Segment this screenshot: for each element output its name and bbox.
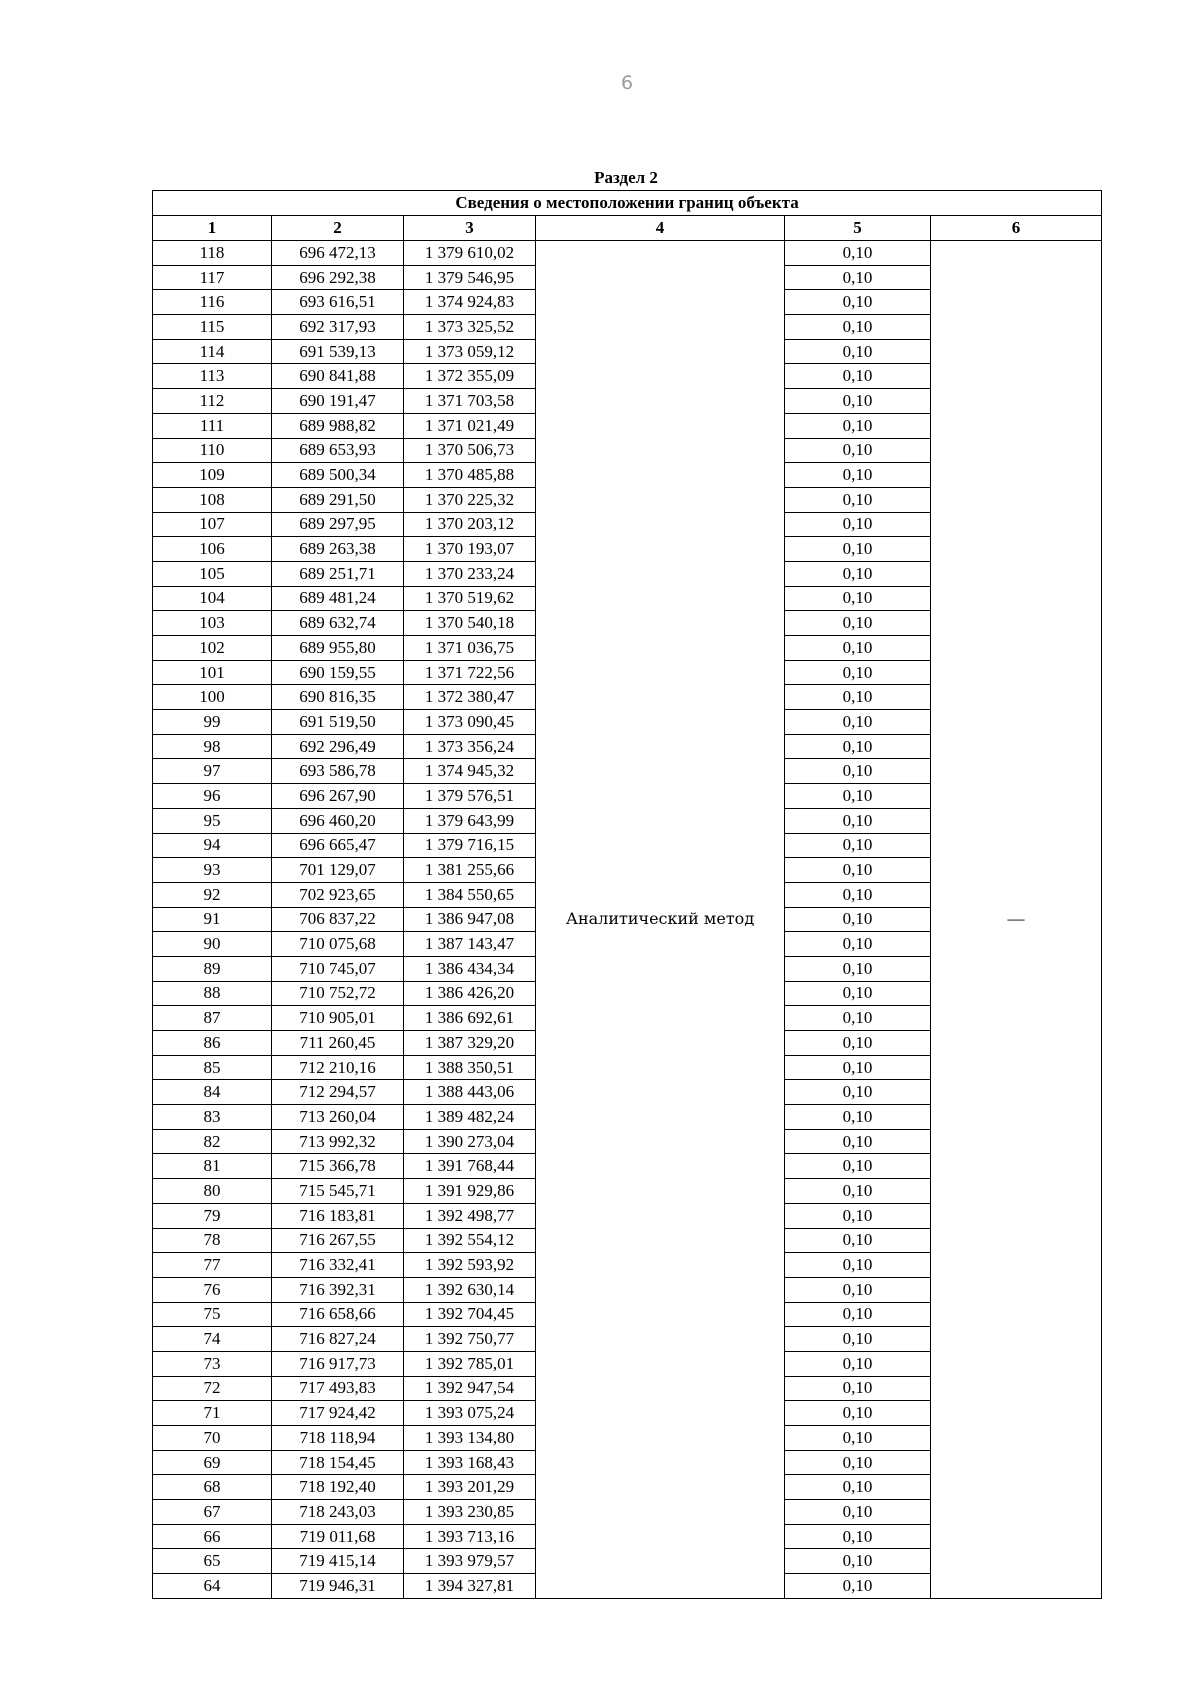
coordinate-y: 1 374 924,83 [404, 290, 536, 315]
coordinate-x: 711 260,45 [272, 1031, 404, 1056]
coordinate-x: 689 988,82 [272, 413, 404, 438]
coordinate-x: 689 291,50 [272, 487, 404, 512]
coordinate-y: 1 392 593,92 [404, 1253, 536, 1278]
accuracy-value: 0,10 [785, 290, 931, 315]
table-row [153, 241, 1102, 266]
coordinate-y: 1 387 329,20 [404, 1031, 536, 1056]
coordinate-y: 1 388 443,06 [404, 1080, 536, 1105]
point-number: 99 [153, 710, 272, 735]
point-number: 68 [153, 1475, 272, 1500]
accuracy-value: 0,10 [785, 956, 931, 981]
coordinate-x: 716 332,41 [272, 1253, 404, 1278]
point-number: 85 [153, 1055, 272, 1080]
point-number: 102 [153, 636, 272, 661]
point-number: 98 [153, 734, 272, 759]
coordinate-y: 1 390 273,04 [404, 1129, 536, 1154]
point-number: 84 [153, 1080, 272, 1105]
accuracy-value: 0,10 [785, 734, 931, 759]
coordinate-x: 696 267,90 [272, 784, 404, 809]
accuracy-value: 0,10 [785, 1376, 931, 1401]
column-number: 4 [536, 216, 785, 241]
coordinate-x: 710 905,01 [272, 1006, 404, 1031]
coordinate-x: 716 917,73 [272, 1351, 404, 1376]
coordinate-y: 1 371 703,58 [404, 389, 536, 414]
coordinate-x: 716 392,31 [272, 1277, 404, 1302]
accuracy-value: 0,10 [785, 1080, 931, 1105]
section-title: Раздел 2 [594, 168, 658, 187]
point-number: 69 [153, 1450, 272, 1475]
accuracy-value: 0,10 [785, 1426, 931, 1451]
coordinate-x: 689 653,93 [272, 438, 404, 463]
accuracy-value: 0,10 [785, 1302, 931, 1327]
coordinate-y: 1 386 434,34 [404, 956, 536, 981]
coordinate-y: 1 392 630,14 [404, 1277, 536, 1302]
coordinate-y: 1 392 785,01 [404, 1351, 536, 1376]
coordinate-x: 693 616,51 [272, 290, 404, 315]
coordinate-y: 1 386 947,08 [404, 907, 536, 932]
point-number: 91 [153, 907, 272, 932]
coordinate-y: 1 384 550,65 [404, 882, 536, 907]
coordinate-y: 1 373 059,12 [404, 339, 536, 364]
accuracy-value: 0,10 [785, 1203, 931, 1228]
coordinate-x: 715 545,71 [272, 1179, 404, 1204]
coordinate-x: 716 658,66 [272, 1302, 404, 1327]
coordinate-x: 710 745,07 [272, 956, 404, 981]
accuracy-value: 0,10 [785, 981, 931, 1006]
accuracy-value: 0,10 [785, 1154, 931, 1179]
accuracy-value: 0,10 [785, 1277, 931, 1302]
coordinate-x: 693 586,78 [272, 759, 404, 784]
accuracy-value: 0,10 [785, 1129, 931, 1154]
point-number: 114 [153, 339, 272, 364]
coordinate-y: 1 370 225,32 [404, 487, 536, 512]
coordinate-y: 1 372 380,47 [404, 685, 536, 710]
coordinate-x: 690 191,47 [272, 389, 404, 414]
coordinate-x: 719 946,31 [272, 1574, 404, 1599]
accuracy-value: 0,10 [785, 1228, 931, 1253]
accuracy-value: 0,10 [785, 1574, 931, 1599]
accuracy-value: 0,10 [785, 1351, 931, 1376]
coordinate-x: 696 472,13 [272, 241, 404, 266]
accuracy-value: 0,10 [785, 463, 931, 488]
method-cell: Аналитический метод [536, 241, 785, 1599]
point-number: 107 [153, 512, 272, 537]
coordinate-x: 689 632,74 [272, 611, 404, 636]
coordinate-y: 1 371 722,56 [404, 660, 536, 685]
point-number: 93 [153, 858, 272, 883]
accuracy-value: 0,10 [785, 364, 931, 389]
accuracy-value: 0,10 [785, 759, 931, 784]
coordinate-y: 1 393 134,80 [404, 1426, 536, 1451]
point-number: 104 [153, 586, 272, 611]
point-number: 79 [153, 1203, 272, 1228]
point-number: 86 [153, 1031, 272, 1056]
accuracy-value: 0,10 [785, 1549, 931, 1574]
coordinate-y: 1 393 075,24 [404, 1401, 536, 1426]
coordinate-x: 718 192,40 [272, 1475, 404, 1500]
coordinate-y: 1 371 036,75 [404, 636, 536, 661]
point-number: 74 [153, 1327, 272, 1352]
table-caption: Сведения о местоположении границ объекта [153, 191, 1102, 216]
accuracy-value: 0,10 [785, 858, 931, 883]
point-number: 64 [153, 1574, 272, 1599]
point-number: 96 [153, 784, 272, 809]
point-number: 90 [153, 932, 272, 957]
point-number: 82 [153, 1129, 272, 1154]
coordinate-x: 715 366,78 [272, 1154, 404, 1179]
point-number: 88 [153, 981, 272, 1006]
point-number: 101 [153, 660, 272, 685]
accuracy-value: 0,10 [785, 1031, 931, 1056]
coordinate-x: 696 292,38 [272, 265, 404, 290]
accuracy-value: 0,10 [785, 1055, 931, 1080]
coordinate-y: 1 372 355,09 [404, 364, 536, 389]
point-number: 95 [153, 808, 272, 833]
coordinate-y: 1 381 255,66 [404, 858, 536, 883]
coordinate-y: 1 374 945,32 [404, 759, 536, 784]
coordinate-x: 689 251,71 [272, 561, 404, 586]
accuracy-value: 0,10 [785, 1006, 931, 1031]
accuracy-value: 0,10 [785, 265, 931, 290]
coordinate-x: 713 992,32 [272, 1129, 404, 1154]
coordinate-y: 1 392 498,77 [404, 1203, 536, 1228]
coordinate-y: 1 394 327,81 [404, 1574, 536, 1599]
point-number: 89 [153, 956, 272, 981]
coordinate-y: 1 389 482,24 [404, 1105, 536, 1130]
accuracy-value: 0,10 [785, 487, 931, 512]
coordinate-x: 712 294,57 [272, 1080, 404, 1105]
point-number: 111 [153, 413, 272, 438]
coordinate-x: 692 296,49 [272, 734, 404, 759]
accuracy-value: 0,10 [785, 611, 931, 636]
accuracy-value: 0,10 [785, 413, 931, 438]
accuracy-value: 0,10 [785, 1450, 931, 1475]
coordinate-y: 1 393 201,29 [404, 1475, 536, 1500]
accuracy-value: 0,10 [785, 1401, 931, 1426]
coordinate-y: 1 392 704,45 [404, 1302, 536, 1327]
point-number: 71 [153, 1401, 272, 1426]
coordinate-x: 713 260,04 [272, 1105, 404, 1130]
coordinate-x: 691 519,50 [272, 710, 404, 735]
coordinate-x: 718 154,45 [272, 1450, 404, 1475]
coordinate-x: 718 118,94 [272, 1426, 404, 1451]
coordinate-y: 1 379 610,02 [404, 241, 536, 266]
coordinate-x: 690 159,55 [272, 660, 404, 685]
coordinate-x: 710 075,68 [272, 932, 404, 957]
coordinate-x: 719 011,68 [272, 1524, 404, 1549]
accuracy-value: 0,10 [785, 685, 931, 710]
column-6-dash: — [931, 241, 1102, 1599]
coordinate-x: 689 297,95 [272, 512, 404, 537]
column-number: 2 [272, 216, 404, 241]
coordinate-y: 1 379 643,99 [404, 808, 536, 833]
accuracy-value: 0,10 [785, 438, 931, 463]
accuracy-value: 0,10 [785, 586, 931, 611]
coordinate-x: 719 415,14 [272, 1549, 404, 1574]
accuracy-value: 0,10 [785, 315, 931, 340]
point-number: 112 [153, 389, 272, 414]
coordinate-y: 1 392 554,12 [404, 1228, 536, 1253]
point-number: 109 [153, 463, 272, 488]
point-number: 78 [153, 1228, 272, 1253]
point-number: 80 [153, 1179, 272, 1204]
coordinate-x: 712 210,16 [272, 1055, 404, 1080]
coordinate-y: 1 370 193,07 [404, 537, 536, 562]
column-number: 5 [785, 216, 931, 241]
accuracy-value: 0,10 [785, 1105, 931, 1130]
point-number: 87 [153, 1006, 272, 1031]
point-number: 76 [153, 1277, 272, 1302]
accuracy-value: 0,10 [785, 907, 931, 932]
point-number: 77 [153, 1253, 272, 1278]
accuracy-value: 0,10 [785, 241, 931, 266]
point-number: 81 [153, 1154, 272, 1179]
point-number: 66 [153, 1524, 272, 1549]
accuracy-value: 0,10 [785, 710, 931, 735]
point-number: 65 [153, 1549, 272, 1574]
coordinates-table [152, 190, 1102, 1599]
coordinate-y: 1 370 485,88 [404, 463, 536, 488]
coordinate-y: 1 373 090,45 [404, 710, 536, 735]
accuracy-value: 0,10 [785, 1253, 931, 1278]
coordinate-x: 689 481,24 [272, 586, 404, 611]
point-number: 103 [153, 611, 272, 636]
coordinate-y: 1 386 692,61 [404, 1006, 536, 1031]
point-number: 117 [153, 265, 272, 290]
accuracy-value: 0,10 [785, 561, 931, 586]
coordinate-x: 716 827,24 [272, 1327, 404, 1352]
coordinate-x: 717 493,83 [272, 1376, 404, 1401]
coordinate-x: 706 837,22 [272, 907, 404, 932]
accuracy-value: 0,10 [785, 1327, 931, 1352]
accuracy-value: 0,10 [785, 882, 931, 907]
point-number: 94 [153, 833, 272, 858]
point-number: 67 [153, 1500, 272, 1525]
accuracy-value: 0,10 [785, 808, 931, 833]
point-number: 97 [153, 759, 272, 784]
point-number: 118 [153, 241, 272, 266]
point-number: 105 [153, 561, 272, 586]
coordinate-x: 716 267,55 [272, 1228, 404, 1253]
accuracy-value: 0,10 [785, 932, 931, 957]
point-number: 75 [153, 1302, 272, 1327]
coordinate-x: 717 924,42 [272, 1401, 404, 1426]
coordinate-y: 1 370 203,12 [404, 512, 536, 537]
coordinate-y: 1 391 768,44 [404, 1154, 536, 1179]
coordinate-x: 710 752,72 [272, 981, 404, 1006]
coordinate-y: 1 387 143,47 [404, 932, 536, 957]
point-number: 115 [153, 315, 272, 340]
coordinate-x: 702 923,65 [272, 882, 404, 907]
page-number: 6 [620, 72, 634, 94]
coordinate-y: 1 379 546,95 [404, 265, 536, 290]
coordinate-y: 1 392 947,54 [404, 1376, 536, 1401]
coordinate-x: 696 460,20 [272, 808, 404, 833]
coordinate-y: 1 370 506,73 [404, 438, 536, 463]
coordinate-y: 1 370 233,24 [404, 561, 536, 586]
coordinate-y: 1 386 426,20 [404, 981, 536, 1006]
accuracy-value: 0,10 [785, 339, 931, 364]
coordinate-y: 1 393 979,57 [404, 1549, 536, 1574]
coordinate-y: 1 379 716,15 [404, 833, 536, 858]
coordinate-y: 1 393 713,16 [404, 1524, 536, 1549]
point-number: 70 [153, 1426, 272, 1451]
coordinate-x: 716 183,81 [272, 1203, 404, 1228]
coordinate-y: 1 373 325,52 [404, 315, 536, 340]
accuracy-value: 0,10 [785, 1179, 931, 1204]
accuracy-value: 0,10 [785, 1475, 931, 1500]
point-number: 106 [153, 537, 272, 562]
coordinate-x: 696 665,47 [272, 833, 404, 858]
accuracy-value: 0,10 [785, 660, 931, 685]
coordinate-y: 1 379 576,51 [404, 784, 536, 809]
accuracy-value: 0,10 [785, 784, 931, 809]
accuracy-value: 0,10 [785, 636, 931, 661]
coordinate-y: 1 373 356,24 [404, 734, 536, 759]
column-number: 6 [931, 216, 1102, 241]
coordinate-x: 689 500,34 [272, 463, 404, 488]
point-number: 83 [153, 1105, 272, 1130]
coordinate-y: 1 370 519,62 [404, 586, 536, 611]
coordinate-x: 692 317,93 [272, 315, 404, 340]
coordinate-x: 691 539,13 [272, 339, 404, 364]
coordinate-x: 701 129,07 [272, 858, 404, 883]
point-number: 92 [153, 882, 272, 907]
coordinate-x: 689 955,80 [272, 636, 404, 661]
point-number: 108 [153, 487, 272, 512]
coordinate-y: 1 393 230,85 [404, 1500, 536, 1525]
accuracy-value: 0,10 [785, 1500, 931, 1525]
coordinate-x: 690 841,88 [272, 364, 404, 389]
coordinate-x: 690 816,35 [272, 685, 404, 710]
accuracy-value: 0,10 [785, 389, 931, 414]
accuracy-value: 0,10 [785, 833, 931, 858]
coordinate-y: 1 388 350,51 [404, 1055, 536, 1080]
column-number: 3 [404, 216, 536, 241]
column-number: 1 [153, 216, 272, 241]
accuracy-value: 0,10 [785, 512, 931, 537]
coordinate-y: 1 391 929,86 [404, 1179, 536, 1204]
coordinate-y: 1 392 750,77 [404, 1327, 536, 1352]
point-number: 113 [153, 364, 272, 389]
accuracy-value: 0,10 [785, 1524, 931, 1549]
point-number: 116 [153, 290, 272, 315]
point-number: 110 [153, 438, 272, 463]
coordinate-y: 1 371 021,49 [404, 413, 536, 438]
accuracy-value: 0,10 [785, 537, 931, 562]
coordinate-x: 689 263,38 [272, 537, 404, 562]
coordinate-x: 718 243,03 [272, 1500, 404, 1525]
point-number: 72 [153, 1376, 272, 1401]
point-number: 73 [153, 1351, 272, 1376]
coordinate-y: 1 393 168,43 [404, 1450, 536, 1475]
coordinate-y: 1 370 540,18 [404, 611, 536, 636]
point-number: 100 [153, 685, 272, 710]
